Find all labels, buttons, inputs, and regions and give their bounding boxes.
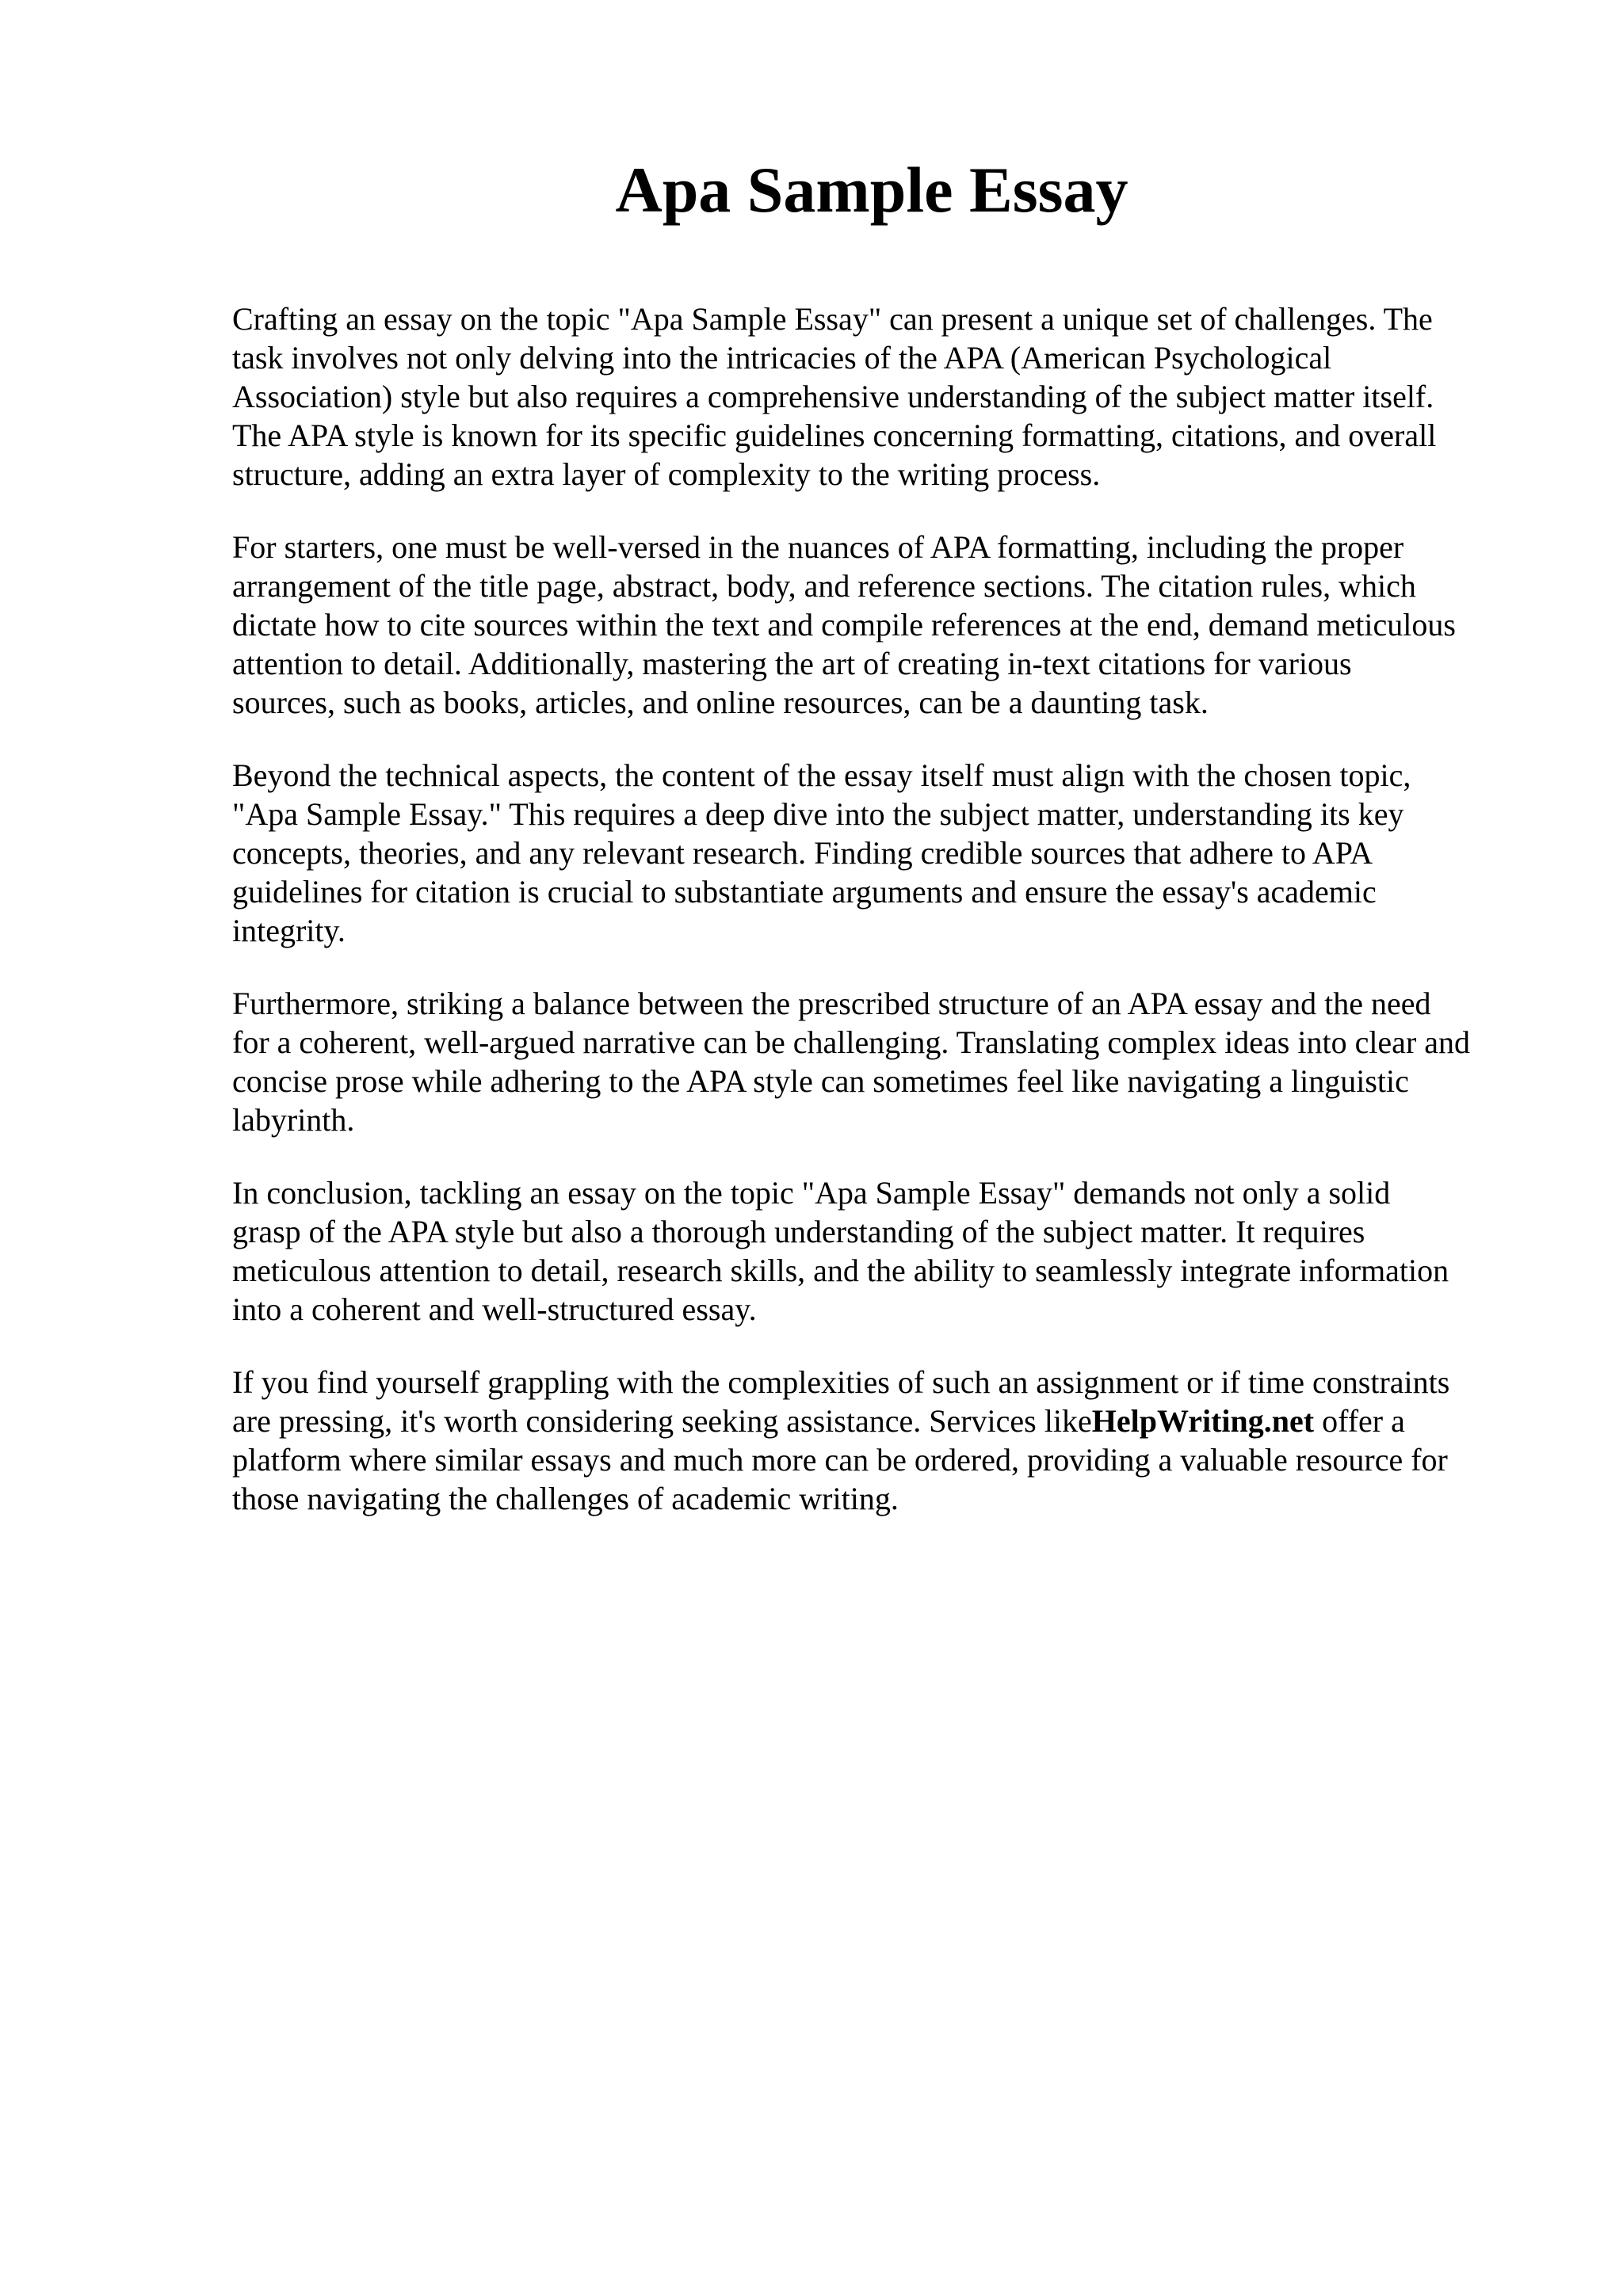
document-title: Apa Sample Essay	[615, 154, 1128, 226]
paragraph-line: into a coherent and well-structured essay.	[232, 1291, 757, 1327]
paragraph-line: Association) style but also requires a comprehensive understanding of the subject matter itself.	[232, 379, 1434, 414]
paragraph-line-with-link	[232, 1402, 1579, 1440]
paragraph-line: sources, such as books, articles, and online resources, can be a daunting task.	[232, 685, 1209, 720]
paragraph-line: platform where similar essays and much more can be ordered, providing a valuable resource for	[232, 1442, 1448, 1478]
paragraph-line: The APA style is known for its specific guidelines concerning formatting, citations, and overall	[232, 418, 1437, 453]
paragraph-3	[232, 756, 1579, 950]
paragraph-2	[232, 528, 1579, 722]
paragraph-line: arrangement of the title page, abstract, body, and reference sections. The citation rules, which	[232, 568, 1416, 604]
paragraph-line: For starters, one must be well-versed in the nuances of APA formatting, including the proper	[232, 529, 1404, 565]
document-body	[232, 299, 1579, 1552]
paragraph-line: guidelines for citation is crucial to substantiate arguments and ensure the essay's academic	[232, 874, 1377, 910]
paragraph-line: grasp of the APA style but also a thorough understanding of the subject matter. It requires	[232, 1214, 1365, 1249]
closing-text-before-link: are pressing, it's worth considering seeking assistance. Services like	[232, 1403, 1092, 1439]
paragraph-1	[232, 299, 1579, 494]
paragraph-line: structure, adding an extra layer of complexity to the writing process.	[232, 456, 1101, 492]
paragraph-line: concepts, theories, and any relevant research. Finding credible sources that adhere to APA	[232, 835, 1373, 871]
paragraph-line: attention to detail. Additionally, mastering the art of creating in-text citations for various	[232, 646, 1352, 681]
paragraph-line: "Apa Sample Essay." This requires a deep dive into the subject matter, understanding its key	[232, 796, 1404, 832]
helpwriting-link[interactable]: HelpWriting.net	[1091, 1403, 1315, 1439]
closing-text-after-link: offer a	[1314, 1403, 1405, 1439]
paragraph-line: labyrinth.	[232, 1102, 355, 1138]
paragraph-line: dictate how to cite sources within the text and compile references at the end, demand meticulous	[232, 607, 1456, 643]
paragraph-line: for a coherent, well-argued narrative can be challenging. Translating complex ideas into clear and	[232, 1024, 1471, 1060]
paragraph-line: those navigating the challenges of academic writing.	[232, 1481, 899, 1516]
paragraph-line: Beyond the technical aspects, the content of the essay itself must align with the chosen topic,	[232, 757, 1411, 793]
paragraph-line: meticulous attention to detail, research skills, and the ability to seamlessly integrate information	[232, 1253, 1449, 1288]
paragraph-line: integrity.	[232, 913, 346, 948]
paragraph-4	[232, 984, 1579, 1139]
paragraph-5	[232, 1173, 1579, 1329]
paragraph-line: concise prose while adhering to the APA style can sometimes feel like navigating a linguistic	[232, 1063, 1409, 1099]
closing-paragraph	[232, 1363, 1579, 1518]
paragraph-line: In conclusion, tackling an essay on the topic "Apa Sample Essay" demands not only a solid	[232, 1175, 1391, 1211]
paragraph-line: If you find yourself grappling with the complexities of such an assignment or if time constraints	[232, 1364, 1450, 1400]
paragraph-line: Furthermore, striking a balance between the prescribed structure of an APA essay and the need	[232, 986, 1431, 1021]
paragraph-line: task involves not only delving into the intricacies of the APA (American Psychological	[232, 340, 1332, 376]
paragraph-line: Crafting an essay on the topic "Apa Sample Essay" can present a unique set of challenges. The	[232, 301, 1433, 337]
